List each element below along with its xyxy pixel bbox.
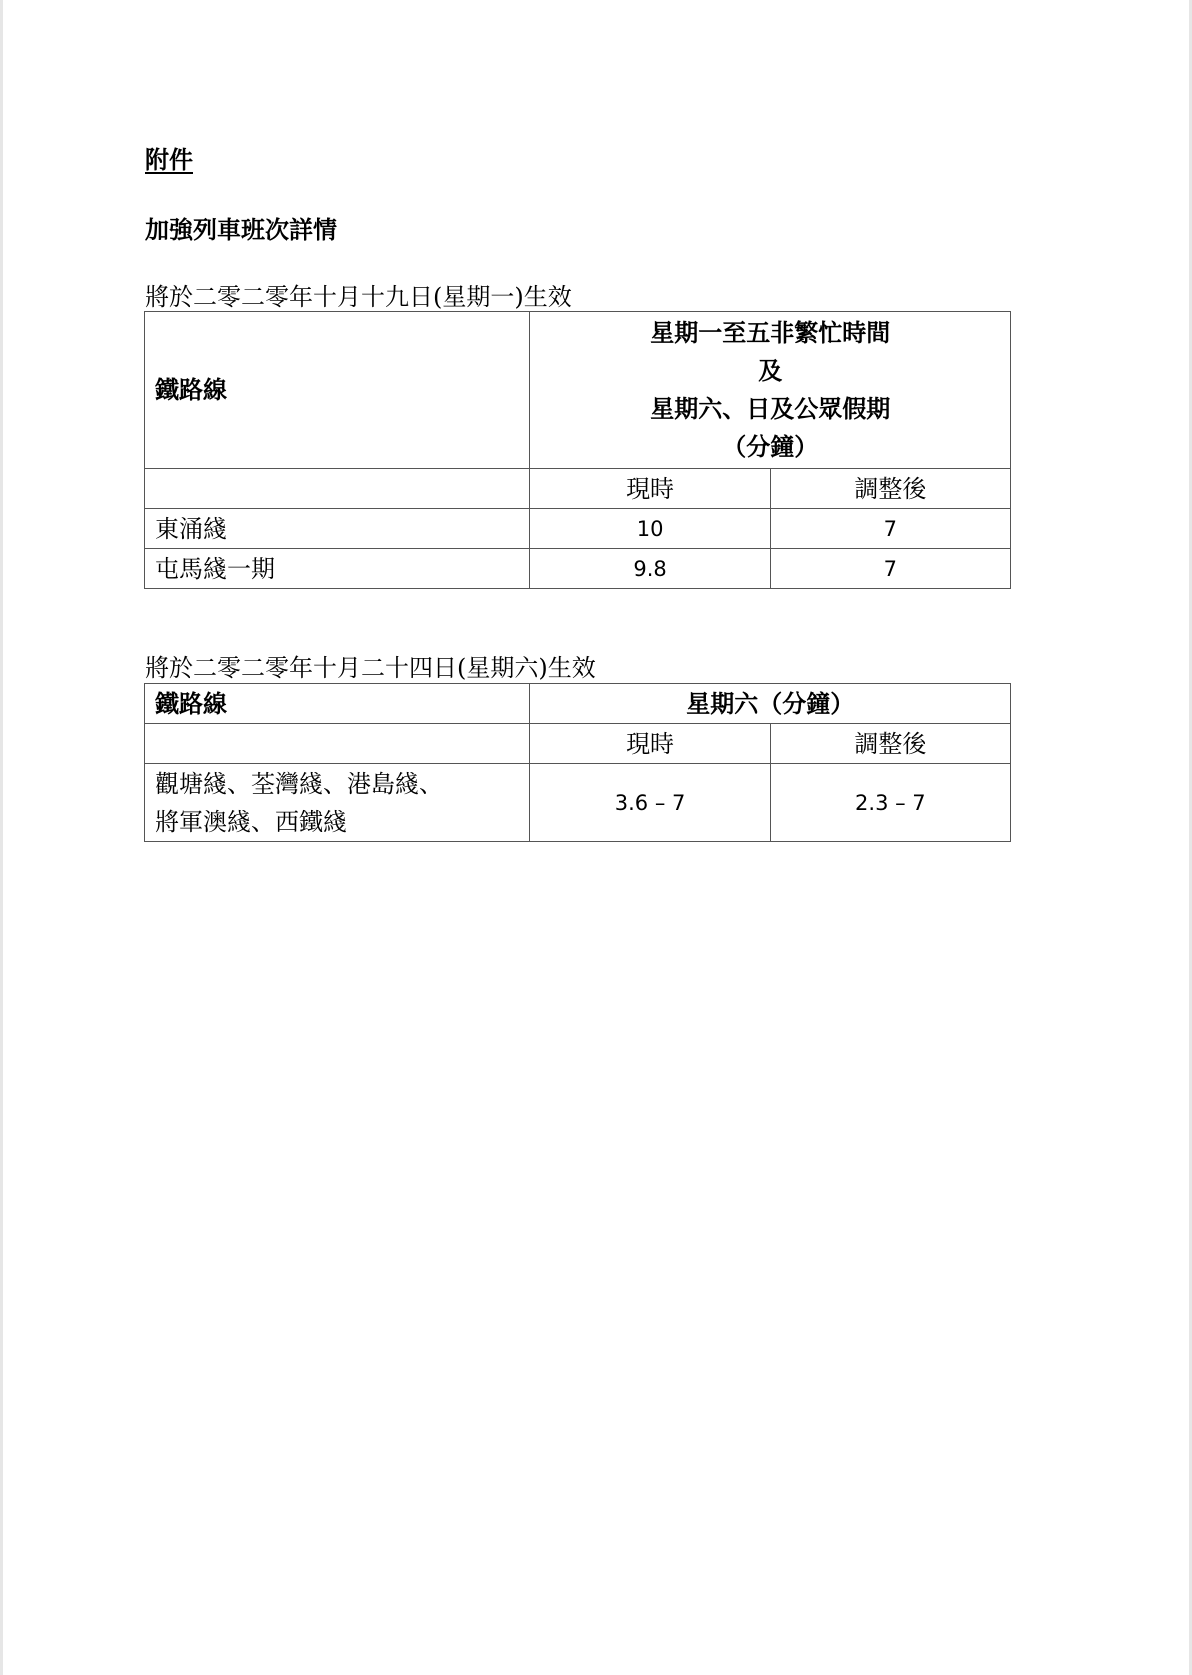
table-row <box>145 509 1011 549</box>
empty-cell <box>145 469 530 509</box>
railway-line-header: 鐵路線 <box>145 312 530 469</box>
current-frequency-cell: 10 <box>530 509 770 549</box>
annex-title: 附件 <box>145 145 193 174</box>
frequency-table-saturday <box>144 683 1011 842</box>
current-header: 現時 <box>530 469 770 509</box>
railway-line-cell: 東涌綫 <box>145 509 530 549</box>
table-subheader-row <box>145 724 1011 764</box>
period-header <box>530 312 1011 469</box>
table-row <box>145 549 1011 589</box>
period-header-line: 星期六、日及公眾假期 <box>650 394 891 423</box>
current-frequency-cell: 9.8 <box>530 549 770 589</box>
railway-line-cell: 屯馬綫一期 <box>145 549 530 589</box>
document-heading: 加強列車班次詳情 <box>145 215 337 244</box>
adjusted-frequency-cell: 2.3 – 7 <box>770 764 1010 842</box>
frequency-table-weekday <box>144 311 1011 589</box>
adjusted-frequency-cell: 7 <box>770 549 1010 589</box>
empty-cell <box>145 724 530 764</box>
table-header-row <box>145 312 1011 469</box>
period-header-line: 及 <box>758 356 783 385</box>
period-header: 星期六（分鐘） <box>530 684 1011 724</box>
current-frequency-cell: 3.6 – 7 <box>530 764 770 842</box>
railway-line-cell <box>145 764 530 842</box>
section1-effective-date: 將於二零二零年十月十九日(星期一)生效 <box>145 283 572 311</box>
railway-line-name: 觀塘綫、荃灣綫、港島綫、 <box>155 769 443 798</box>
railway-line-name: 將軍澳綫、西鐵綫 <box>155 807 347 836</box>
section2-effective-date: 將於二零二零年十月二十四日(星期六)生效 <box>145 654 596 682</box>
period-header-line: （分鐘） <box>722 432 819 461</box>
table-row <box>145 764 1011 842</box>
page-edge-left <box>0 0 3 1675</box>
current-header: 現時 <box>530 724 770 764</box>
table-header-row <box>145 684 1011 724</box>
adjusted-header: 調整後 <box>770 724 1010 764</box>
adjusted-header: 調整後 <box>770 469 1010 509</box>
table-subheader-row <box>145 469 1011 509</box>
period-header-line: 星期一至五非繁忙時間 <box>650 318 891 347</box>
adjusted-frequency-cell: 7 <box>770 509 1010 549</box>
railway-line-header: 鐵路線 <box>145 684 530 724</box>
